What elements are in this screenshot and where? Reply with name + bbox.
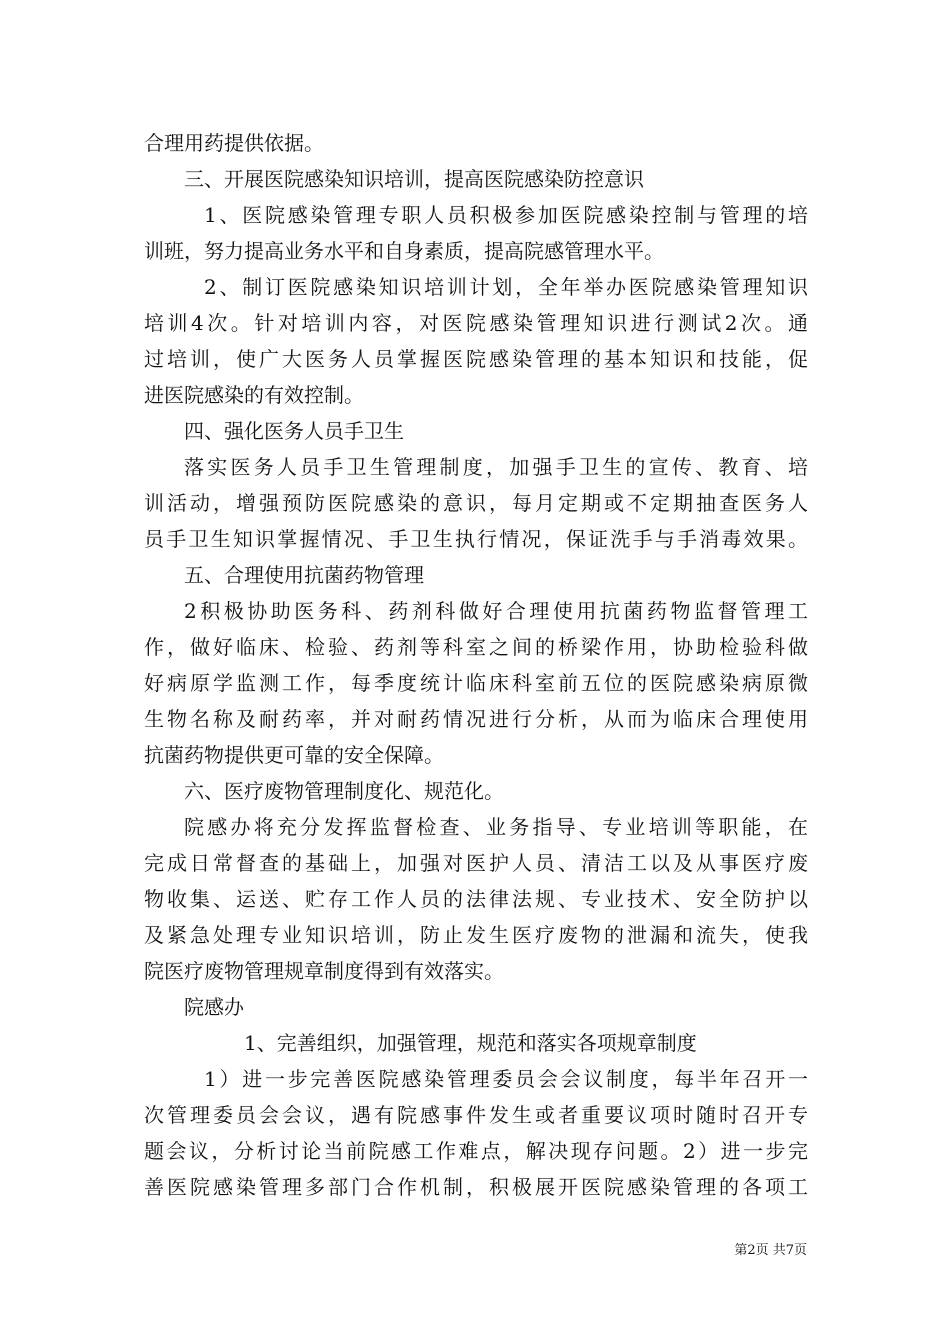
text-line: 1、医院感染管理专职人员积极参加医院感染控制与管理的培	[204, 203, 808, 227]
text-line: 院感办	[184, 995, 244, 1019]
text-line: 训班，努力提高业务水平和自身素质，提高院感管理水平。	[144, 239, 664, 263]
text-line: 合理用药提供依据。	[144, 131, 324, 155]
text-line: 四、强化医务人员手卫生	[184, 419, 404, 443]
text-line: 作，做好临床、检验、药剂等科室之间的桥梁作用，协助检验科做	[144, 635, 808, 659]
text-line: 五、合理使用抗菌药物管理	[184, 563, 424, 587]
text-line: 生物名称及耐药率，并对耐药情况进行分析，从而为临床合理使用	[144, 707, 808, 731]
text-line: 好病原学监测工作，每季度统计临床科室前五位的医院感染病原微	[144, 671, 808, 695]
text-line: 院感办将充分发挥监督检查、业务指导、专业培训等职能，在	[184, 815, 808, 839]
text-line: 善医院感染管理多部门合作机制，积极展开医院感染管理的各项工	[144, 1175, 808, 1199]
text-line: 物收集、运送、贮存工作人员的法律法规、专业技术、安全防护以	[144, 887, 808, 911]
text-line: 员手卫生知识掌握情况、手卫生执行情况，保证洗手与手消毒效果。	[144, 527, 808, 551]
text-line: 落实医务人员手卫生管理制度，加强手卫生的宣传、教育、培	[184, 455, 808, 479]
document-body	[144, 125, 808, 1205]
text-line: 及紧急处理专业知识培训，防止发生医疗废物的泄漏和流失，使我	[144, 923, 808, 947]
text-line: 完成日常督查的基础上，加强对医护人员、清洁工以及从事医疗废	[144, 851, 808, 875]
text-line: 2积极协助医务科、药剂科做好合理使用抗菌药物监督管理工	[184, 599, 808, 623]
text-line: 训活动，增强预防医院感染的意识，每月定期或不定期抽查医务人	[144, 491, 808, 515]
text-line: 院医疗废物管理规章制度得到有效落实。	[144, 959, 504, 983]
text-line: 三、开展医院感染知识培训，提高医院感染防控意识	[184, 167, 644, 191]
text-line: 1、完善组织，加强管理，规范和落实各项规章制度	[244, 1031, 697, 1055]
text-line: 1）进一步完善医院感染管理委员会会议制度，每半年召开一	[204, 1067, 808, 1091]
text-line: 过培训，使广大医务人员掌握医院感染管理的基本知识和技能，促	[144, 347, 808, 371]
text-line: 抗菌药物提供更可靠的安全保障。	[144, 743, 444, 767]
text-line: 六、医疗废物管理制度化、规范化。	[184, 779, 504, 803]
text-line: 培训4次。针对培训内容，对医院感染管理知识进行测试2次。通	[144, 311, 808, 335]
text-line: 进医院感染的有效控制。	[144, 383, 364, 407]
text-line: 次管理委员会会议，遇有院感事件发生或者重要议项时随时召开专	[144, 1103, 808, 1127]
text-line: 题会议，分析讨论当前院感工作难点，解决现存问题。2）进一步完	[144, 1139, 808, 1163]
page-number-footer: 第2页 共7页	[734, 1243, 807, 1258]
text-line: 2、制订医院感染知识培训计划，全年举办医院感染管理知识	[204, 275, 808, 299]
